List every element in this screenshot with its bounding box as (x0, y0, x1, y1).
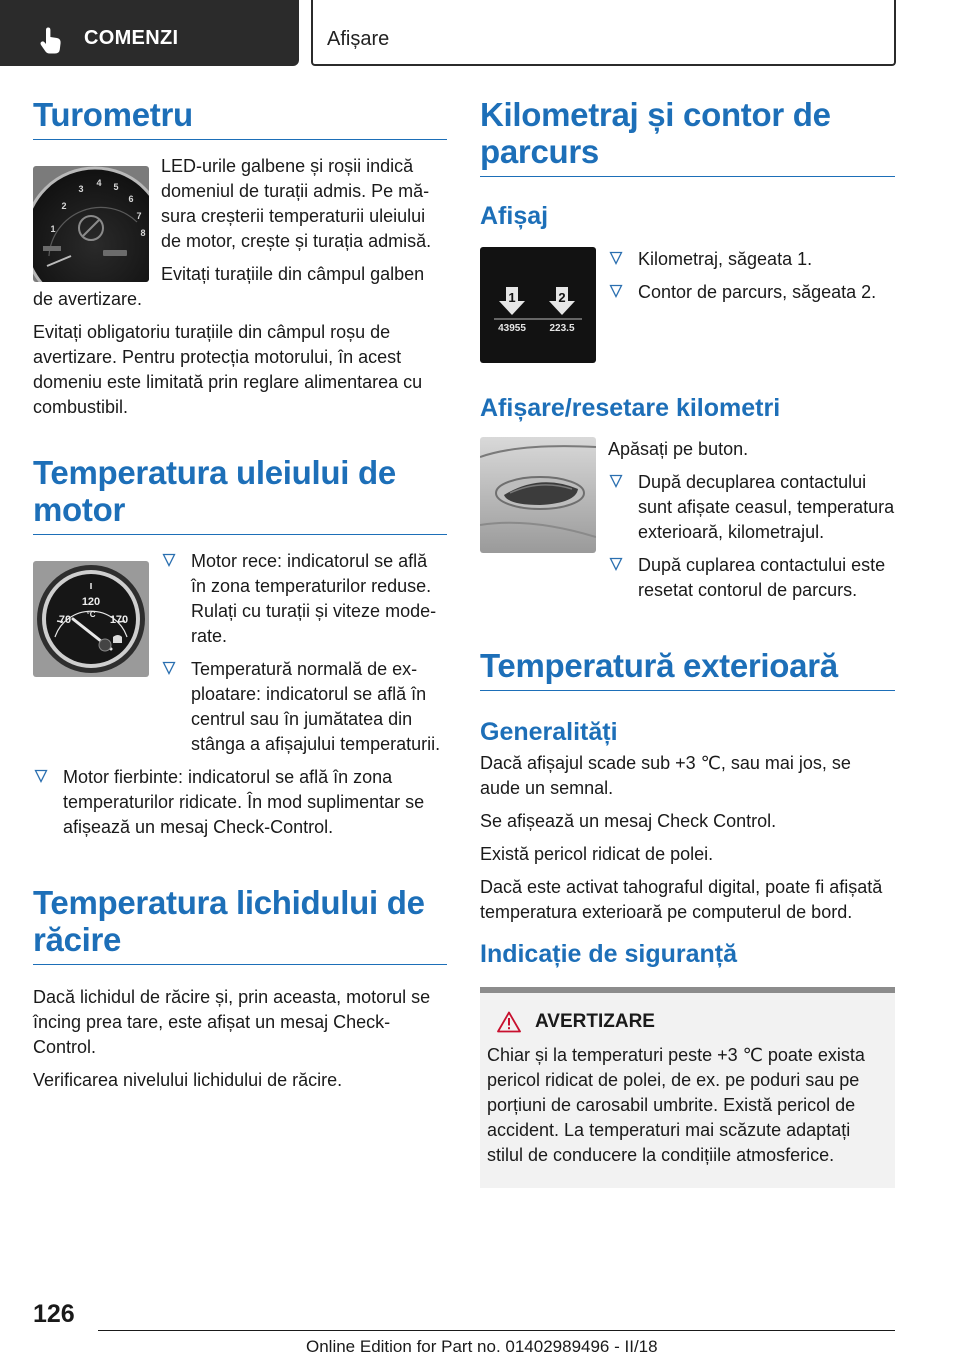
oil-bullet-2-text: Temperatură normală de exploatare: indicatorul se află în centrul sau în jumătatea din stânga a afișajului temperaturii. (191, 659, 441, 754)
tach-number-8: 8 (140, 228, 146, 238)
page-header (0, 0, 960, 66)
oil-bullet-2 (161, 657, 447, 757)
triangle-bullet-icon (609, 474, 623, 488)
warning-triangle-icon (497, 1011, 521, 1033)
oil-temperature-gauge-icon (33, 561, 149, 677)
oil-bullet-3-text: Motor fierbinte: indicatorul se află în zona temperaturilor ridicate. În mod suplimentar se afișează un mesaj Check-Control. (63, 767, 425, 837)
oil-gauge-unit: °C (86, 610, 96, 619)
outside-paragraph-3: Există pericol ridicat de polei. (480, 844, 714, 864)
odometer-bullet-1-text: Kilometraj, săgeata 1. (638, 249, 813, 269)
coolant-paragraph-1: Dacă lichidul de răcire și, prin aceasta, motorul se încing prea tare, este afișat un mesaj Check-Control. (33, 987, 431, 1057)
tach-number-5: 5 (113, 182, 119, 192)
oil-gauge-120: 120 (81, 596, 101, 608)
heading-coolant: Temperatura lichidului de răcire (33, 884, 447, 965)
page-number: 126 (33, 1300, 75, 1328)
tach-number-3: 3 (78, 184, 84, 194)
triangle-bullet-icon (609, 557, 623, 571)
odometer-arrow-2-label: 2 (558, 290, 566, 305)
oil-gauge-image (33, 561, 149, 677)
heading-reset: Afișare/resetare kilometri (480, 394, 781, 422)
triangle-bullet-icon (609, 284, 623, 298)
odometer-display-image (480, 247, 596, 363)
hand-pointer-icon (36, 26, 66, 56)
odometer-bullet-2-text: Contor de parcurs, săgeata 2. (638, 282, 877, 302)
right-column (480, 96, 895, 1188)
heading-oil-temperature: Temperatura uleiului de motor (33, 454, 447, 535)
left-column (33, 96, 447, 1101)
turometru-paragraph-2: Evitați turațiile din câmpul galben de avertizare. (33, 264, 425, 309)
warning-title: AVERTIZARE (535, 1011, 655, 1032)
footer-edition: Online Edition for Part no. 01402989496 - II/18 (306, 1337, 658, 1356)
oil-can-icon (113, 635, 122, 643)
section-tab (0, 0, 299, 66)
tachometer-gauge-icon (33, 166, 149, 282)
tachometer-image (33, 166, 149, 282)
warning-text: Chiar și la temperaturi peste +3 ℃ poate exista pericol ridicat de polei, de ex. pe poduri sau pe porțiuni de carosabil umbrite. Există pericol de accident. La temperaturi mai scăzute adaptați stilul de conducere la condițiile atmosferice. (487, 1045, 865, 1165)
tach-number-4: 4 (96, 178, 102, 188)
odometer-value: 43955 (498, 323, 526, 334)
reset-bullet-2-text: După cuplarea contactului este resetat contorul de parcurs. (638, 555, 886, 600)
triangle-bullet-icon (34, 769, 48, 783)
reset-bullet-2 (608, 553, 895, 603)
chapter-label: Afișare (327, 28, 390, 50)
heading-display: Afișaj (480, 202, 549, 230)
tach-number-6: 6 (128, 194, 134, 204)
triangle-bullet-icon (162, 661, 176, 675)
heading-odometer: Kilometraj și contor de parcurs (480, 96, 895, 177)
oil-bullet-3 (33, 765, 447, 840)
oil-gauge-170: 170 (109, 614, 129, 626)
odometer-bullet-1 (608, 247, 895, 272)
reset-bullet-1 (608, 470, 895, 545)
triangle-bullet-icon (162, 553, 176, 567)
outside-paragraph-1: Dacă afișajul scade sub +3 ℃, sau mai jos, se aude un semnal. (480, 753, 851, 798)
heading-turometru: Turometru (33, 96, 447, 140)
oil-bullet-1-text: Motor rece: indicatorul se află în zona temperaturilor reduse. Rulați cu turații și viteze moderate. (191, 551, 437, 646)
section-label: COMENZI (84, 27, 179, 49)
outside-paragraph-4: Dacă este activat tahograful digital, poate fi afișată temperatura exterioară pe computerul de bord. (480, 877, 883, 922)
section-coolant (33, 884, 447, 1093)
section-turometru (33, 96, 447, 420)
chapter-tab (311, 0, 896, 66)
reset-button-image (480, 437, 596, 553)
coolant-paragraph-2: Verificarea nivelului lichidului de răcire. (33, 1070, 343, 1090)
reset-bullet-1-text: După decuplarea contactului sunt afișate ceasul, temperatura exterioară, kilometrajul. (638, 472, 895, 542)
section-oil-temperature (33, 454, 447, 840)
warning-title-row (487, 1011, 888, 1033)
odometer-bullet-2 (608, 280, 895, 305)
section-odometer (480, 96, 895, 611)
tach-number-2: 2 (61, 201, 67, 211)
triangle-bullet-icon (609, 251, 623, 265)
heading-outside-temperature: Temperatură exterioară (480, 647, 895, 691)
reset-button-icon (480, 437, 596, 553)
turometru-paragraph-3: Evitați obligatoriu turațiile din câmpul roșu de avertizare. Pentru protecția motorului, în acest domeniu este limitată prin reglare alimentarea cu combustibil. (33, 322, 423, 417)
oil-bullet-1 (161, 549, 447, 649)
outside-paragraph-2: Se afișează un mesaj Check Control. (480, 811, 777, 831)
footer-divider (98, 1330, 895, 1331)
oil-gauge-70: 70 (58, 614, 72, 626)
tach-number-1: 1 (50, 224, 56, 234)
odometer-arrow-1-label: 1 (508, 290, 516, 305)
turometru-paragraph-1: LED-urile galbene și roșii indică domeniul de turații admis. Pe măsura creșterii temperaturii uleiului de motor, crește și turația admisă. (161, 156, 432, 251)
heading-general: Generalități (480, 718, 618, 746)
warning-box (480, 987, 895, 1188)
tach-number-7: 7 (136, 211, 142, 221)
section-outside-temperature (480, 647, 895, 1188)
heading-safety: Indicație de siguranță (480, 940, 738, 968)
odometer-display-icon (480, 247, 596, 363)
reset-paragraph: Apăsați pe buton. (608, 439, 749, 459)
trip-value: 223.5 (549, 323, 575, 334)
